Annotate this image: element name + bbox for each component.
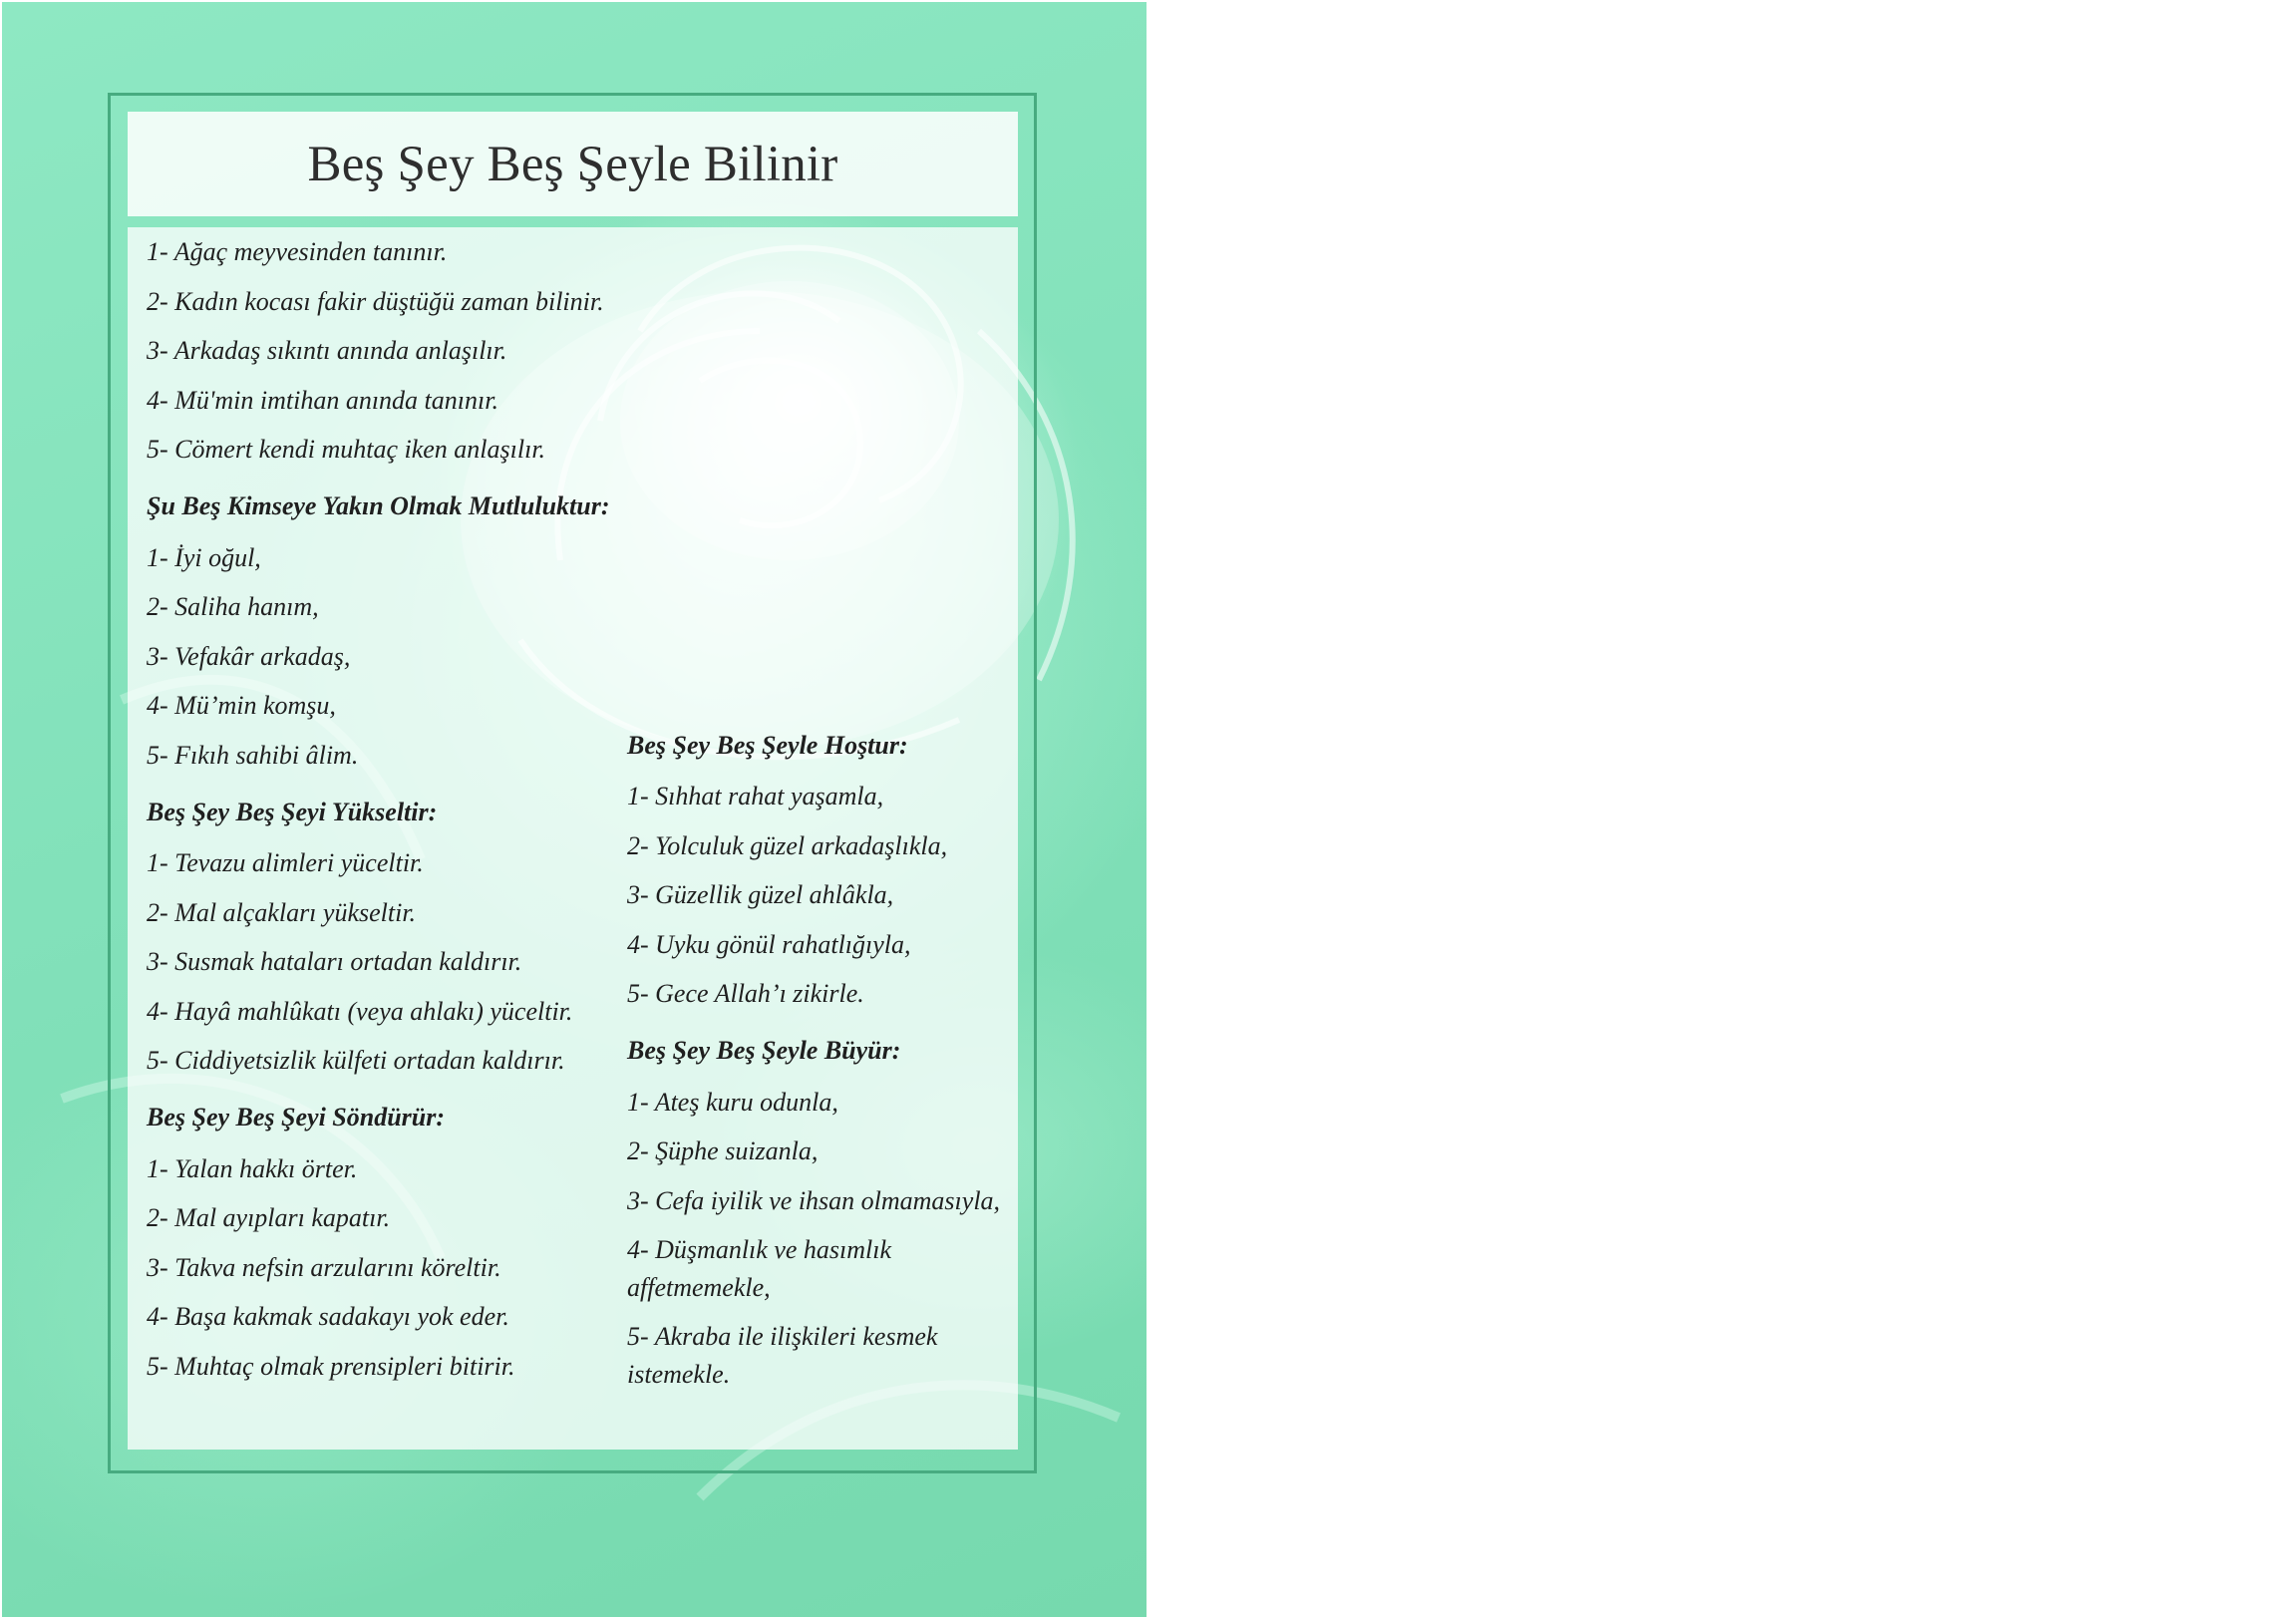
list-item: 1- İyi oğul, (147, 542, 261, 572)
list-item: 1- Ateş kuru odunla, (627, 1087, 838, 1117)
document-page (2, 2, 1147, 1617)
list-item: 1- Yalan hakkı örter. (147, 1153, 358, 1183)
section-heading: Beş Şey Beş Şeyle Büyür: (627, 1036, 901, 1065)
list-item: 4- Düşmanlık ve hasımlık affetmemekle, (627, 1235, 892, 1302)
list-item: 4- Başa kakmak sadakayı yok eder. (147, 1302, 509, 1331)
list-item: 2- Mal alçakları yükseltir. (147, 897, 417, 927)
list-item: 3- Güzellik güzel ahlâkla, (627, 880, 894, 909)
list-item: 2- Şüphe suizanla, (627, 1136, 819, 1165)
list-item: 5- Akraba ile ilişkileri kesmek istemekle. (627, 1322, 938, 1389)
list-item: 4- Mü’min komşu, (147, 691, 336, 720)
section-heading: Beş Şey Beş Şeyi Yükseltir: (147, 797, 438, 826)
list-item: 2- Saliha hanım, (147, 592, 319, 621)
section-heading: Şu Beş Kimseye Yakın Olmak Mutluluktur: (147, 491, 610, 520)
list-item: 5- Gece Allah’ı zikirle. (627, 979, 864, 1008)
list-item: 3- Susmak hataları ortadan kaldırır. (147, 947, 522, 976)
page-title: Beş Şey Beş Şeyle Bilinir (307, 136, 838, 192)
list-item: 5- Fıkıh sahibi âlim. (147, 740, 359, 770)
list-item: 1- Ağaç meyvesinden tanınır. (147, 237, 448, 266)
section-heading: Beş Şey Beş Şeyle Hoştur: (627, 730, 908, 760)
list-item: 3- Vefakâr arkadaş, (147, 641, 351, 671)
list-item: 3- Arkadaş sıkıntı anında anlaşılır. (147, 336, 507, 365)
list-item: 1- Tevazu alimleri yüceltir. (147, 848, 424, 877)
right-column (627, 713, 1016, 1399)
list-item: 3- Takva nefsin arzularını köreltir. (147, 1252, 501, 1282)
list-item: 4- Mü'min imtihan anında tanınır. (147, 385, 498, 415)
list-item: 5- Ciddiyetsizlik külfeti ortadan kaldırır. (147, 1046, 565, 1075)
section-heading: Beş Şey Beş Şeyi Söndürür: (147, 1103, 446, 1132)
list-item: 1- Sıhhat rahat yaşamla, (627, 782, 884, 810)
list-item: 2- Mal ayıpları kapatır. (147, 1203, 391, 1232)
list-item: 2- Kadın kocası fakir düştüğü zaman bilinir. (147, 286, 604, 316)
list-item: 5- Muhtaç olmak prensipleri bitirir. (147, 1351, 515, 1381)
list-item: 4- Uyku gönül rahatlığıyla, (627, 929, 911, 959)
list-item: 5- Cömert kendi muhtaç iken anlaşılır. (147, 435, 546, 464)
list-item: 2- Yolculuk güzel arkadaşlıkla, (627, 830, 948, 860)
list-item: 3- Cefa iyilik ve ihsan olmamasıyla, (627, 1185, 1001, 1215)
list-item: 4- Hayâ mahlûkatı (veya ahlakı) yüceltir. (147, 996, 573, 1026)
left-column (147, 227, 625, 1391)
title-box (128, 112, 1018, 216)
